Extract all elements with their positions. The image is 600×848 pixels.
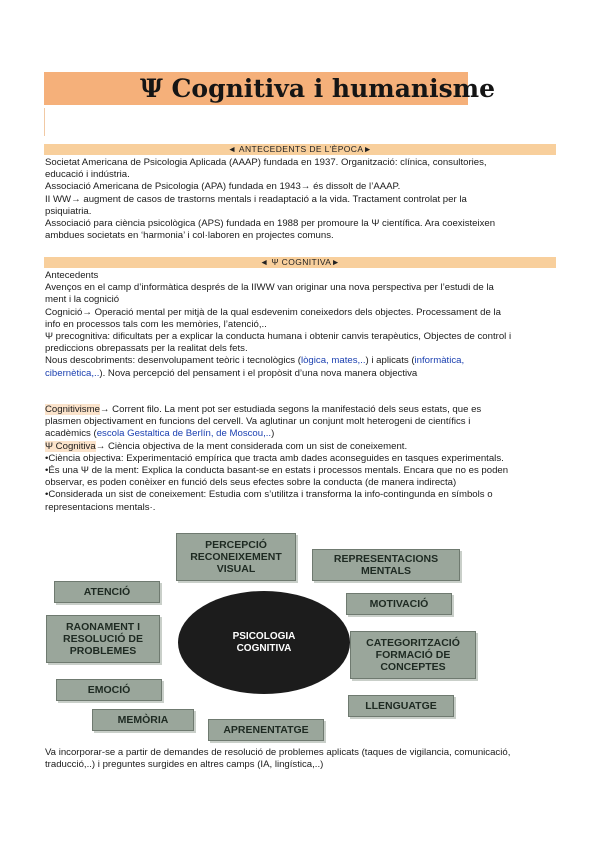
text-line [45, 428, 557, 440]
node-label: RESOLUCIÓ DE [63, 633, 143, 645]
link-informatica[interactable]: informàtica, [414, 355, 465, 367]
paragraph-antecedents [45, 270, 557, 380]
center-label: COGNITIVA [236, 642, 292, 654]
text-span: ). Nova percepció del pensament i el propòsit d’una nova manera objectiva [99, 367, 418, 379]
node-label: RECONEIXEMENT [190, 551, 282, 563]
highlight-cognitivisme: Cognitivisme [45, 404, 100, 415]
node-label: PERCEPCIÓ [205, 539, 267, 551]
text-line: info en processos tals com les memòries, l’atenció,.. [45, 318, 267, 330]
text-line: plasmen objectivament en funcions del cervell. Va aglutinar un conjunt molt heterogeni de científics i [45, 416, 471, 428]
text-line: ambdues societats en ‘harmonia’ i col·laboren en projectes comuns. [45, 230, 334, 242]
text-line: Va incorporar-se a partir de demandes de resolució de problemes aplicats (taques de vigilancia, comunicació, [45, 747, 511, 758]
node-aprenentatge: APRENENTATGE [208, 719, 324, 741]
node-memoria: MEMÒRIA [92, 709, 194, 731]
node-representacions [312, 549, 460, 581]
node-llenguatge: LLENGUATGE [348, 695, 454, 717]
text-line: traducció,..) i preguntes surgides en altres camps (IA, lingística,..) [45, 759, 324, 771]
link-escola-gestaltica[interactable]: escola Gestaltica de Berlín, de Moscou,.. [96, 428, 272, 440]
text-line [45, 441, 557, 453]
section-header-cognitiva: ◄ Ψ COGNITIVA► [44, 257, 556, 268]
node-label: FORMACIÓ DE [375, 649, 451, 661]
text-line: observar, es poden conèixer en funció dels seus efectes sobre la conducta (de manera indirecta) [45, 477, 457, 489]
text-line: •És una Ψ de la ment: Explica la conducta basant-se en estats i processos mentals. Encara que no es poden [45, 465, 509, 477]
text-line: Associació Americana de Psicologia (APA) fundada en 1943→ és dissolt de l’AAAP. [45, 181, 401, 193]
text-line: II WW→ augment de casos de trastorns mentals i readaptació a la vida. Tractament controlat per la [45, 193, 467, 205]
text-line: Avenços en el camp d’informàtica després de la IIWW van originar una nova perspectiva per l’estudi de la [45, 282, 494, 294]
text-line: psiquiatria. [45, 205, 92, 217]
node-atencio: ATENCIÓ [54, 581, 160, 603]
text-span: acadèmics ( [45, 428, 97, 440]
text-line: •Considerada un sist de coneixement: Estudia com s’utilitza i transforma la info-contingunda en símbols o [45, 489, 493, 501]
section-header-antecedents: ◄ ANTECEDENTS DE L’ÈPOCA► [44, 144, 556, 155]
text-line: •Ciència objectiva: Experimentació empírica que tracta amb dades aconseguides en tasques experimentals. [45, 452, 504, 464]
node-label: CATEGORITZACIÓ [366, 637, 460, 649]
node-label: RAONAMENT I [65, 621, 141, 633]
text-line: Societat Americana de Psicologia Aplicada (AAAP) fundada en 1937. Organització: clínica, consultories, [45, 157, 487, 168]
paragraph-societies [45, 157, 557, 242]
highlight-psi-cognitiva: Ψ Cognitiva [45, 440, 96, 452]
node-label: VISUAL [216, 563, 256, 575]
text-span: → Corrent filo. La ment pot ser estudiada segons la manifestació dels seus estats, que es [99, 404, 482, 415]
text-line: Ψ precognitiva: dificultats per a explicar la conducta humana i obtenir canvis terapèutics, Objectes de control i [45, 331, 512, 343]
text-line [45, 368, 557, 380]
cognitive-psychology-diagram [44, 531, 556, 740]
text-line: ment i la cognició [45, 294, 120, 306]
node-categoritzacio [350, 631, 476, 679]
text-line: Cognició→ Operació mental per mitjà de la qual esdevenim coneixedors dels objectes. Processament de la [45, 306, 501, 318]
paragraph-incorporation [45, 747, 557, 771]
text-line: educació i indústria. [45, 169, 130, 181]
node-label: CONCEPTES [380, 661, 446, 673]
text-span: → Ciència objectiva de la ment considerada com un sist de coneixement. [95, 440, 408, 452]
node-label: PROBLEMES [69, 645, 137, 657]
text-span: ) [271, 428, 275, 440]
text-cursor [44, 108, 45, 136]
text-line [45, 404, 557, 416]
link-logica-mates[interactable]: lògica, mates,.. [300, 355, 366, 367]
text-line: representacions mentals·. [45, 501, 156, 513]
node-emocio: EMOCIÓ [56, 679, 162, 701]
center-label: PSICOLOGIA [232, 630, 296, 642]
text-line: prediccions obrepassats per la realitat dels fets. [45, 343, 248, 355]
text-span: Nous descobriments: desenvolupament teòric i tecnològics ( [45, 355, 301, 367]
paragraph-cognitivisme [45, 404, 557, 514]
link-cibernetica[interactable]: cibernètica,.. [45, 367, 100, 379]
node-percepcio [176, 533, 296, 581]
node-label: MENTALS [361, 565, 411, 577]
text-line: Antecedents [45, 270, 99, 281]
node-motivacio: MOTIVACIÓ [346, 593, 452, 615]
text-span: ) i aplicats ( [365, 355, 415, 367]
page-title: Ψ Cognitiva i humanisme [140, 74, 496, 103]
text-line [45, 355, 557, 367]
center-psicologia-cognitiva [178, 591, 350, 694]
node-raonament [46, 615, 160, 663]
node-label: REPRESENTACIONS [333, 553, 439, 565]
text-line: Associació para ciència psicològica (APS) fundada en 1988 per promoure la Ψ científica. Ara coexisteixen [45, 218, 496, 230]
